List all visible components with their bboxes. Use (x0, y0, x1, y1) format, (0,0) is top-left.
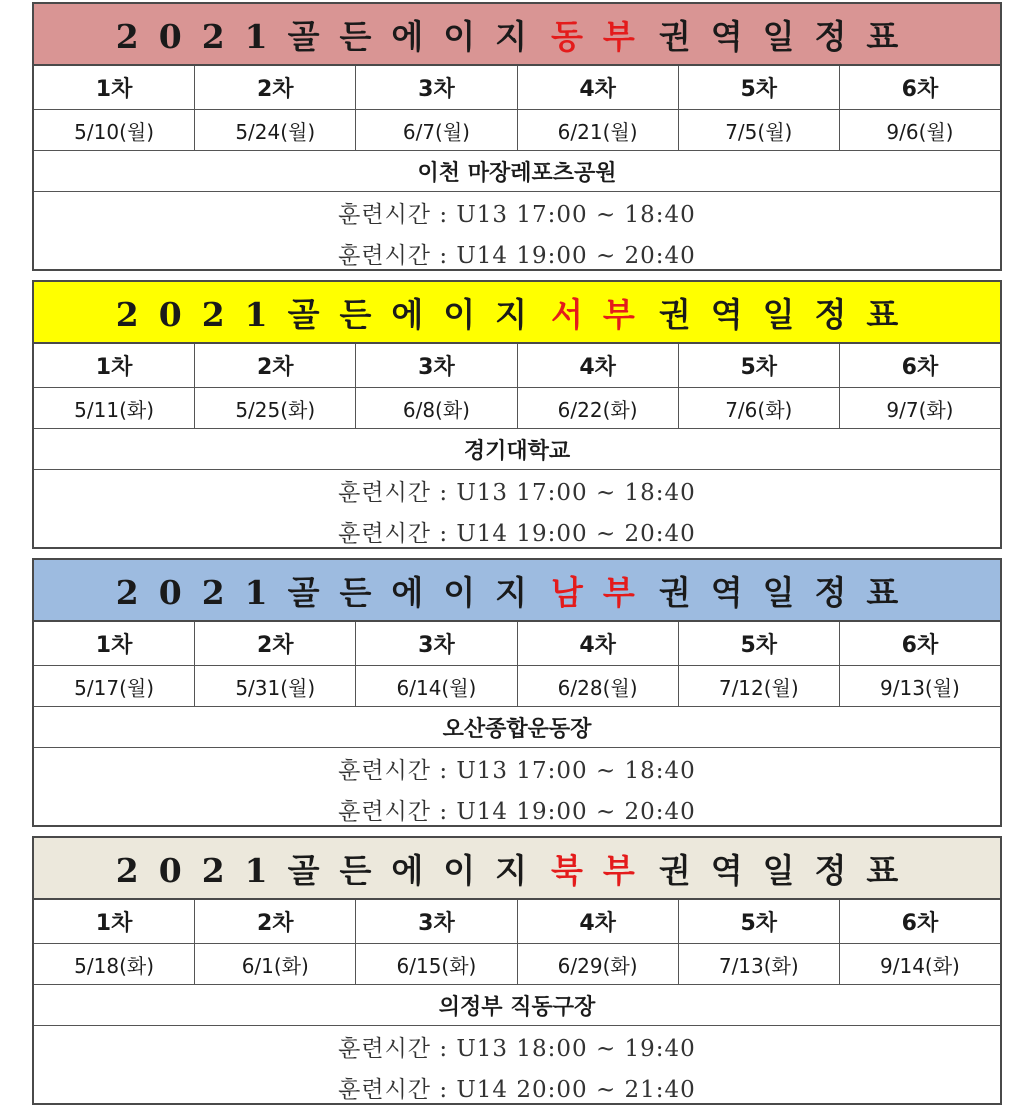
round-header-cell: 4차 (518, 622, 679, 665)
title-suffix: 권역일정표 (658, 572, 919, 612)
date-cell: 5/11(화) (34, 388, 195, 428)
training-times (34, 470, 1000, 552)
venue-label: 이천 마장레포츠공원 (34, 151, 1000, 192)
schedule-block (32, 558, 1002, 827)
date-cell: 5/25(화) (195, 388, 356, 428)
rounds-row (34, 900, 1000, 944)
round-header-cell: 4차 (518, 344, 679, 387)
date-cell: 6/8(화) (356, 388, 517, 428)
title-prefix: 2021골든에이지 (115, 16, 548, 56)
training-time-line: 훈련시간 : U13 17:00 ~ 18:40 (338, 480, 696, 506)
rounds-row (34, 66, 1000, 110)
venue-label: 경기대학교 (34, 429, 1000, 470)
round-header-cell: 1차 (34, 622, 195, 665)
title-suffix: 권역일정표 (658, 850, 919, 890)
round-header-cell: 1차 (34, 344, 195, 387)
date-cell: 7/12(월) (679, 666, 840, 706)
date-cell: 5/10(월) (34, 110, 195, 150)
schedule-block (32, 280, 1002, 549)
round-header-cell: 3차 (356, 622, 517, 665)
date-cell: 7/13(화) (679, 944, 840, 984)
date-cell: 9/7(화) (886, 397, 954, 422)
date-cell: 6/21(월) (518, 110, 679, 150)
round-header-cell: 5차 (679, 900, 840, 943)
title-suffix: 권역일정표 (658, 294, 919, 334)
round-header-cell: 5차 (679, 622, 840, 665)
title-suffix: 권역일정표 (658, 16, 919, 56)
title-region: 남부 (551, 572, 655, 612)
round-header-cell: 5차 (679, 344, 840, 387)
round-header-cell: 3차 (356, 66, 517, 109)
training-time-line: 훈련시간 : U14 19:00 ~ 20:40 (338, 521, 696, 547)
rounds-row (34, 344, 1000, 388)
date-cell: 6/29(화) (518, 944, 679, 984)
schedule-block (32, 2, 1002, 271)
round-header-cell: 1차 (34, 900, 195, 943)
date-cell: 9/14(화) (880, 953, 960, 978)
round-header-cell: 5차 (679, 66, 840, 109)
date-cell: 9/13(월) (880, 675, 960, 700)
training-times (34, 748, 1000, 830)
block-title (34, 282, 1000, 344)
date-cell: 7/5(월) (679, 110, 840, 150)
block-title (34, 4, 1000, 66)
dates-row (34, 110, 1000, 151)
title-prefix: 2021골든에이지 (115, 572, 548, 612)
date-cell: 5/17(월) (34, 666, 195, 706)
round-header-cell: 6차 (901, 355, 939, 380)
date-cell: 6/14(월) (356, 666, 517, 706)
title-region: 북부 (551, 850, 655, 890)
title-region: 동부 (551, 16, 655, 56)
training-times (34, 192, 1000, 274)
round-header-cell: 3차 (356, 900, 517, 943)
training-time-line: 훈련시간 : U13 18:00 ~ 19:40 (338, 1036, 696, 1062)
training-time-line: 훈련시간 : U14 19:00 ~ 20:40 (338, 243, 696, 269)
date-cell: 5/18(화) (34, 944, 195, 984)
title-prefix: 2021골든에이지 (115, 850, 548, 890)
round-header-cell: 3차 (356, 344, 517, 387)
training-time-line: 훈련시간 : U14 19:00 ~ 20:40 (338, 799, 696, 825)
date-cell: 6/22(화) (518, 388, 679, 428)
training-time-line: 훈련시간 : U13 17:00 ~ 18:40 (338, 758, 696, 784)
title-prefix: 2021골든에이지 (115, 294, 548, 334)
round-header-cell: 4차 (518, 66, 679, 109)
training-time-line: 훈련시간 : U14 20:00 ~ 21:40 (338, 1077, 696, 1103)
round-header-cell: 2차 (195, 622, 356, 665)
dates-row (34, 388, 1000, 429)
title-region: 서부 (551, 294, 655, 334)
training-times (34, 1026, 1000, 1108)
training-time-line: 훈련시간 : U13 17:00 ~ 18:40 (338, 202, 696, 228)
date-cell: 7/6(화) (679, 388, 840, 428)
round-header-cell: 2차 (195, 344, 356, 387)
round-header-cell: 2차 (195, 900, 356, 943)
block-title (34, 838, 1000, 900)
block-title (34, 560, 1000, 622)
round-header-cell: 1차 (34, 66, 195, 109)
date-cell: 5/31(월) (195, 666, 356, 706)
round-header-cell: 6차 (901, 633, 939, 658)
schedule-block (32, 836, 1002, 1105)
dates-row (34, 944, 1000, 985)
date-cell: 6/7(월) (356, 110, 517, 150)
date-cell: 6/28(월) (518, 666, 679, 706)
date-cell: 5/24(월) (195, 110, 356, 150)
rounds-row (34, 622, 1000, 666)
round-header-cell: 4차 (518, 900, 679, 943)
date-cell: 6/15(화) (356, 944, 517, 984)
round-header-cell: 2차 (195, 66, 356, 109)
venue-label: 의정부 직동구장 (34, 985, 1000, 1026)
venue-label: 오산종합운동장 (34, 707, 1000, 748)
dates-row (34, 666, 1000, 707)
round-header-cell: 6차 (901, 911, 939, 936)
round-header-cell: 6차 (901, 77, 939, 102)
date-cell: 6/1(화) (195, 944, 356, 984)
date-cell: 9/6(월) (886, 119, 954, 144)
